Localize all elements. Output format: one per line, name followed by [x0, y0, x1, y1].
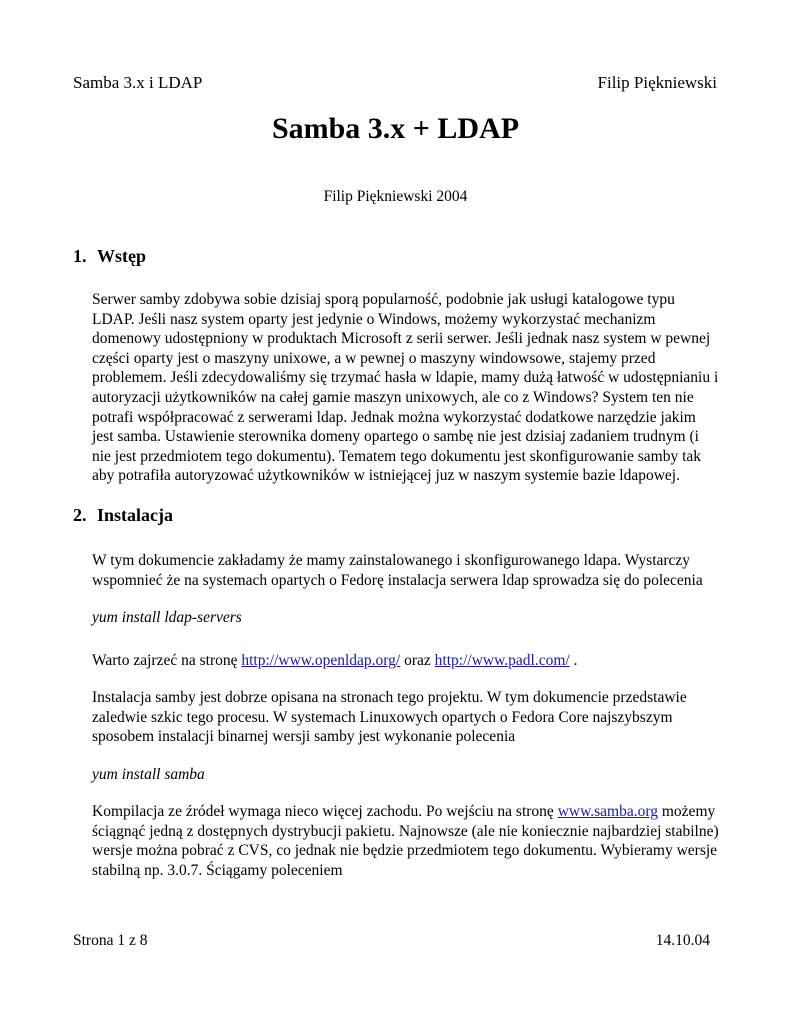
- text-line: części oparty jest o maszyny unixowe, a w pewnej o maszyny windowsowe, stajemy przed: [92, 349, 656, 367]
- text-segment: .: [569, 652, 578, 669]
- text-line: ściągnąć jedną z dostępnych dystrybucji pakietu. Najnowsze (ale nie koniecznie najbardziej stabilne): [92, 822, 719, 840]
- page-number: Strona 1 z 8: [73, 932, 148, 949]
- text-line: [92, 802, 732, 822]
- text-segment: możemy: [658, 803, 716, 820]
- text-line: sposobem instalacji binarnej wersji samby jest wykonanie polecenia: [92, 728, 516, 746]
- text-line: [92, 651, 732, 671]
- openldap-link[interactable]: http://www.openldap.org/: [241, 652, 401, 669]
- running-header-author: Filip Piękniewski: [597, 73, 717, 92]
- running-header-title: Samba 3.x i LDAP: [73, 73, 203, 92]
- text-segment: oraz: [400, 652, 435, 669]
- text-segment: Kompilacja ze źródeł wymaga nieco więcej zachodu. Po wejściu na stronę: [92, 803, 558, 820]
- section-heading-instalacja: [73, 505, 173, 526]
- document-author-year: Filip Piękniewski 2004: [323, 188, 468, 205]
- text-line: LDAP. Jeśli nasz system oparty jest jedynie o Windows, możemy wykorzystać mechanizm: [92, 310, 656, 328]
- samba-org-link[interactable]: www.samba.org: [557, 803, 658, 820]
- text-line: W tym dokumencie zakładamy że mamy zainstalowanego i skonfigurowanego ldapa. Wystarczy: [92, 552, 691, 569]
- text-line: potrafi współpracować z serwerami ldap. Jednak można wykorzystać dodatkowe narzędzie jakim: [92, 408, 696, 426]
- command-samba: yum install samba: [92, 766, 205, 783]
- section-heading-wstep: [73, 246, 146, 267]
- text-line: Instalacja samby jest dobrze opisana na stronach tego projektu. W tym dokumencie przedstawie: [92, 689, 687, 706]
- text-line: jest samba. Ustawienie sterownika domeny opartego o sambę nie jest dzisiaj zadaniem trudnym (i: [92, 428, 699, 446]
- section-title: Wstęp: [97, 246, 146, 266]
- section-number: 1.: [73, 246, 87, 266]
- text-line: stabilną np. 3.0.7. Ściągamy poleceniem: [92, 861, 343, 879]
- text-line: wspomnieć że na systemach opartych o Fedorę instalacja serwera ldap sprowadza się do polecenia: [92, 571, 703, 589]
- section-instalacja-paragraph-4: [92, 802, 732, 880]
- text-line: problemem. Jeśli zdecydowaliśmy się trzymać hasła w ldapie, mamy dużą łatwość w udostępnianiu i: [92, 369, 719, 387]
- document-date: 14.10.04: [655, 932, 710, 949]
- text-line: nie jest przedmiotem tego dokumentu). Tematem tego dokumentu jest skonfigurowanie samby tak: [92, 447, 702, 465]
- section-instalacja-paragraph-3: [92, 688, 732, 747]
- text-line: aby potrafiła autoryzować użytkowników w istniejącej juz w naszym systemie bazie ldapowej.: [92, 467, 680, 485]
- document-title: Samba 3.x + LDAP: [271, 112, 520, 145]
- text-line: zaledwie szkic tego procesu. W systemach Linuxowych opartych o Fedora Core najszybszym: [92, 708, 673, 726]
- text-line: domenowy udostępniony w produktach Microsoft z serii serwer. Jeśli jednak nasz system w pewnej: [92, 330, 711, 348]
- padl-link[interactable]: http://www.padl.com/: [434, 652, 570, 669]
- text-line: wersje można pobrać z CVS, co jednak nie będzie przedmiotem tego dokumentu. Wybieramy wersje: [92, 842, 718, 860]
- section-instalacja-links-paragraph: [92, 651, 732, 671]
- section-number: 2.: [73, 505, 87, 525]
- section-instalacja-paragraph-1: [92, 551, 732, 590]
- section-title: Instalacja: [97, 505, 173, 525]
- text-line: Serwer samby zdobywa sobie dzisiaj sporą popularność, podobnie jak usługi katalogowe typu: [92, 291, 675, 308]
- command-ldap-servers: yum install ldap-servers: [92, 609, 242, 626]
- text-segment: Warto zajrzeć na stronę: [92, 652, 242, 669]
- section-wstep-paragraph: [92, 290, 732, 486]
- text-line: autoryzacji użytkowników na całej gamie maszyn unixowych, ale co z Windows? System ten nie: [92, 388, 694, 406]
